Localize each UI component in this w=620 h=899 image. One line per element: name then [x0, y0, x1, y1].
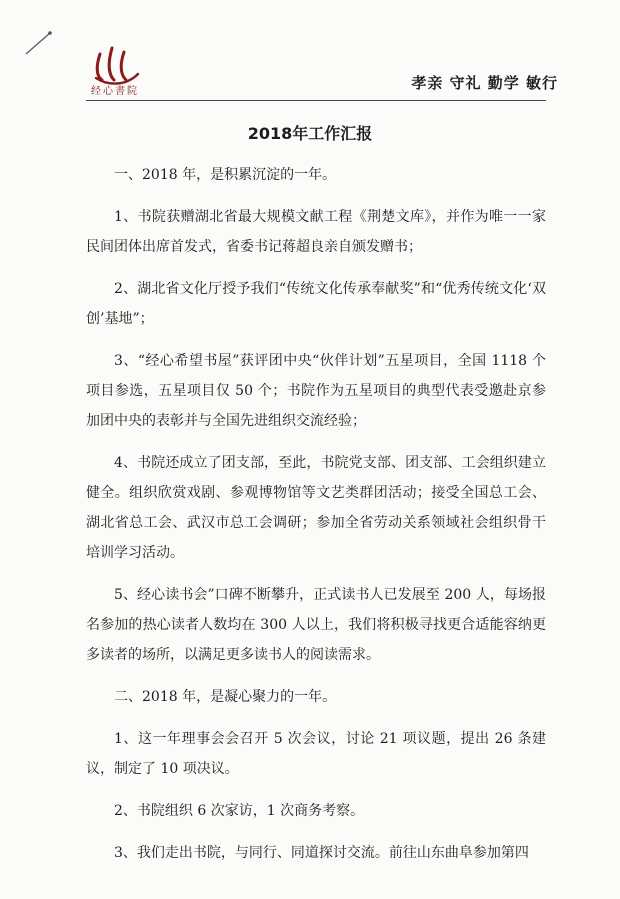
paragraph-item: 3、“经心希望书屋”获评团中央“伙伴计划”五星项目，全国 1118 个项目参选，五星项目仅 50 个；书院作为五星项目的典型代表受邀赴京参加团中央的表彰并与全国先进组织交流经验； [86, 353, 546, 429]
scan-mark-icon [24, 30, 54, 56]
header-divider [86, 100, 546, 101]
report-title: 2018年工作汇报 [247, 124, 373, 143]
paragraph-item: 1、书院获赠湖北省最大规模文献工程《荆楚文库》，并作为唯一一家民间团体出席首发式，省委书记蒋超良亲自颁发赠书； [86, 209, 546, 255]
section-heading-1: 一、2018 年，是积累沉淀的一年。 [114, 167, 337, 183]
logo-subtitle: 经心書院 [91, 86, 139, 97]
paragraph-item: 5、经心读书会”口碑不断攀升，正式读书人已发展至 200 人，每场报名参加的热心读者人数均在 300 人以上，我们将积极寻找更合适能容纳更多读者的场所，以满足更多读书人的阅读需求。 [86, 587, 546, 663]
paragraph-item: 2、书院组织 6 次家访，1 次商务考察。 [114, 803, 365, 819]
report-body [86, 160, 546, 880]
section-heading-2: 二、2018 年，是凝心聚力的一年。 [114, 689, 337, 705]
paragraph-item: 4、书院还成立了团支部，至此，书院党支部、团支部、工会组织建立健全。组织欣赏戏剧、参观博物馆等文艺类群团活动；接受全国总工会、湖北省总工会、武汉市总工会调研；参加全省劳动关系领域社会组织骨干培训学习活动。 [86, 455, 546, 561]
paragraph-item: 1、这一年理事会会召开 5 次会议，讨论 21 项议题，提出 26 条建议，制定了 10 项决议。 [86, 731, 546, 777]
academy-motto: 孝亲 守礼 勤学 敏行 [411, 74, 558, 92]
paragraph-item: 3、我们走出书院，与同行、同道探讨交流。前往山东曲阜参加第四 [114, 845, 529, 861]
paragraph-item: 2、湖北省文化厅授予我们“传统文化传承奉献奖”和“优秀传统文化‘双创’基地”； [86, 281, 546, 327]
